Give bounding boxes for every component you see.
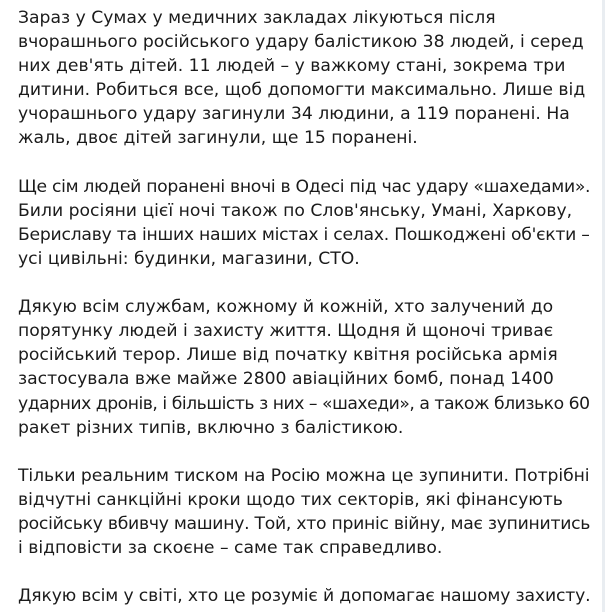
text-line: Ще сім людей поранені вночі в Одесі під час удару «шахедами». [18, 176, 591, 197]
text-line: учорашнього удару загинули 34 людини, а 119 поранені. На [18, 104, 570, 125]
paragraph-sanctions [18, 464, 590, 560]
text-line: Тільки реальним тиском на Росію можна це зупинити. Потрібні [18, 465, 590, 486]
text-line: і відповісти за скоєне – саме так справедливо. [18, 538, 443, 559]
text-line: Бериславу та інших наших містах і селах. Пошкоджені об'єкти – [18, 224, 590, 245]
text-line: Дякую всім службам, кожному й кожній, хто залучений до [18, 297, 554, 318]
text-line: ударних дронів, і більшість з них – «шахеди», а також близько 60 [18, 393, 590, 414]
paragraph-thanks-services [18, 295, 590, 440]
text-line: усі цивільні: будинки, магазини, СТО. [18, 248, 360, 269]
text-line: Били росіяни цієї ночі також по Слов'янську, Умані, Харкову, [18, 200, 573, 221]
text-line: вчорашнього російського удару балістикою 38 людей, і серед [18, 32, 584, 53]
text-line: Зараз у Сумах у медичних закладах лікуються після [18, 8, 496, 28]
paragraph-sumy-casualties [18, 6, 590, 151]
text-line: жаль, двоє дітей загинули, ще 15 поранені. [18, 128, 418, 149]
message-text [18, 6, 590, 608]
text-line: дитини. Робиться все, щоб допомогти максимально. Лише від [18, 80, 586, 101]
text-line: російську вбивчу машину. Той, хто приніс війну, має зупинитись [18, 513, 591, 534]
text-line: Дякую всім у світі, хто це розуміє й допомагає нашому захисту. [18, 586, 591, 607]
paragraph-thanks-world [18, 584, 590, 608]
text-line: них дев'ять дітей. 11 людей – у важкому стані, зокрема три [18, 56, 566, 77]
paragraph-odesa-attacks [18, 175, 590, 271]
text-line: російський терор. Лише від початку квітня російська армія [18, 345, 558, 366]
text-line: застосувала вже майже 2800 авіаційних бомб, понад 1400 [18, 369, 554, 390]
text-line: ракет різних типів, включно з балістикою. [18, 417, 404, 438]
text-line: відчутні санкційні кроки щодо тих секторів, які фінансують [18, 489, 563, 510]
text-line: порятунку людей і захисту життя. Щодня й щоночі триває [18, 321, 554, 342]
